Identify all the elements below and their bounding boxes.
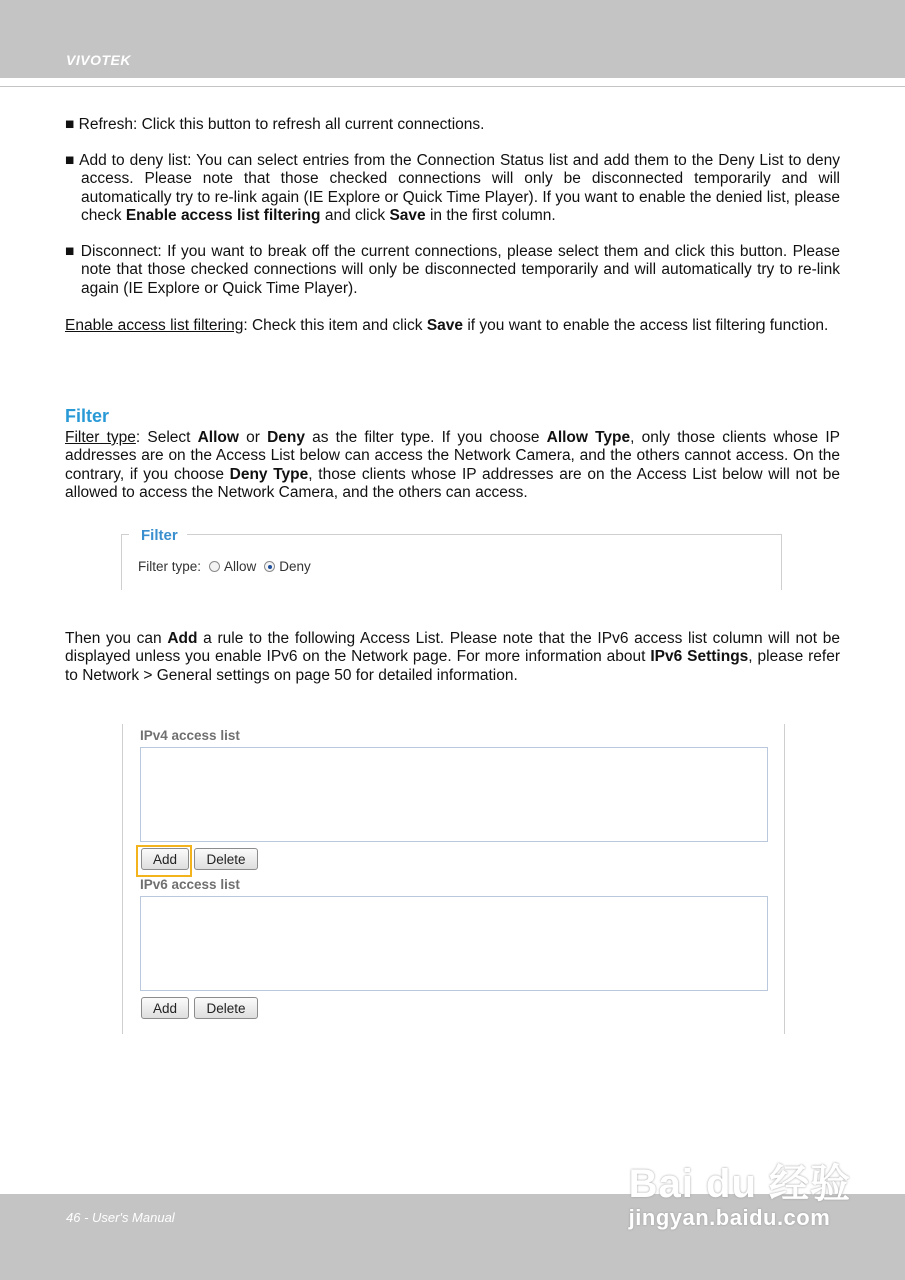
ipv6-access-list[interactable] [140,896,768,991]
ipv4-access-list-label: IPv4 access list [140,728,240,743]
watermark-brand: Bai du 经验 [628,1162,851,1206]
paragraph-disconnect: ■ Disconnect: If you want to break off the current connections, please select them and click this button. Please note that those checked connections will only be disconnected temporarily and will automatically try to re-link again (IE Explore or Quick Time Player). [65,243,840,297]
filter-heading: Filter [65,406,110,426]
paragraph-refresh: ■ Refresh: Click this button to refresh all current connections. [65,116,485,133]
ipv6-delete-button[interactable]: Delete [194,997,258,1019]
paragraph-then-add: Then you can Add a rule to the following Access List. Please note that the IPv6 access list column will not be displayed unless you enable IPv6 on the Network page. For more information about IPv6 Settings, please refer to Network > General settings on page 50 for detailed information. [65,630,840,684]
ipv4-delete-button[interactable]: Delete [194,848,258,870]
watermark-url: jingyan.baidu.com [628,1205,831,1230]
filter-legend: Filter [141,527,178,544]
deny-radio[interactable] [264,561,275,572]
ipv6-add-button[interactable]: Add [141,997,189,1019]
header-divider [0,86,905,87]
paragraph-add-to-deny-list: ■ Add to deny list: You can select entries from the Connection Status list and add them to the Deny List to deny access. Please note that those checked connections will only be disconnected temporarily and will automatically try to re-link again (IE Explore or Quick Time Player). If you want to enable the denied list, please check Enable access list filtering and click Save in the first column. [65,152,840,224]
filter-type-label: Filter type: [138,559,202,574]
allow-label[interactable]: Allow [224,559,257,574]
paragraph-enable-filtering: Enable access list filtering: Check this item and click Save if you want to enable the access list filtering function. [65,317,829,334]
deny-label[interactable]: Deny [279,559,311,574]
page-footer [0,1162,905,1280]
ipv4-add-button[interactable]: Add [141,848,189,870]
paragraph-filter-type: Filter type: Select Allow or Deny as the filter type. If you choose Allow Type, only those clients whose IP addresses are on the Access List below can access the Network Camera, and the others cannot access. On the contrary, if you choose Deny Type, those clients whose IP addresses are on the Access List below will not be allowed to access the Network Camera, and the others can access. [65,429,840,501]
filter-type-row [138,559,311,574]
page-header [0,0,905,78]
ipv6-access-list-label: IPv6 access list [140,877,240,892]
page-number: 46 - User's Manual [66,1210,175,1225]
brand-logo: VIVOTEK [66,52,131,68]
ipv4-access-list[interactable] [140,747,768,842]
baidu-watermark [629,1152,851,1231]
access-list-panel [122,724,785,1034]
filter-fieldset [121,526,782,590]
allow-radio[interactable] [209,561,220,572]
